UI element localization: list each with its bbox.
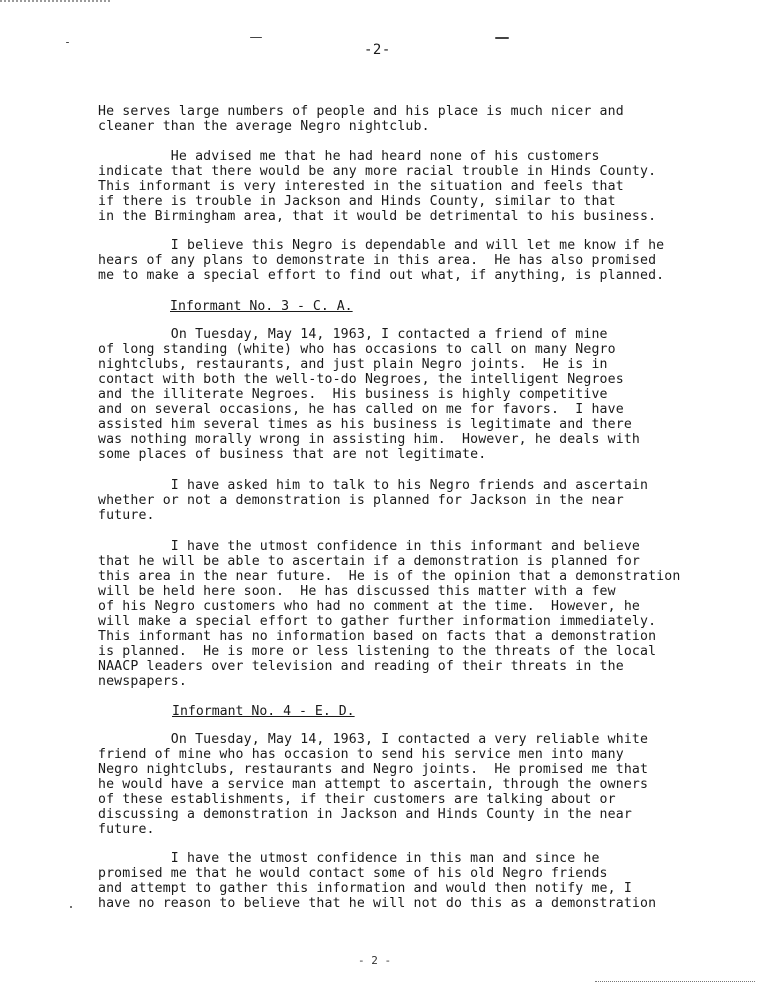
paragraph-customers-advice: He advised me that he had heard none of his customers indicate that there would be any more racial trouble in Hinds County. This informant is very interested in the situation and feels that if there is trouble in Jackson and Hinds County, similar to that in the Birmingham area, that it would be detrimental to his business. [98, 149, 657, 224]
paragraph-nightclub: He serves large numbers of people and his place is much nicer and cleaner than the average Negro nightclub. [98, 104, 624, 134]
paragraph-informant-4-contact: On Tuesday, May 14, 1963, I contacted a very reliable white friend of mine who has occasion to send his service men into many Negro nightclubs, restaurants and Negro joints. He promised me that he would have a service man attempt to ascertain, through the owners of these establishments, if their customers are talking about or discussing a demonstration in Jackson and Hinds County in the near future. [98, 732, 649, 837]
bottom-edge-mark [595, 981, 755, 982]
heading-informant-3: Informant No. 3 - C. A. [170, 299, 353, 314]
paragraph-informant-3-contact: On Tuesday, May 14, 1963, I contacted a friend of mine of long standing (white) who has occasions to call on many Negro nightclubs, restaurants, and just plain Negro joints. He is in contact with both the well-to-do Negroes, the intelligent Negroes and the illiterate Negroes. His business is highly competitive and on several occasions, he has called on me for favors. I have assisted him several times as his business is legitimate and there was nothing morally wrong in assisting him. However, he deals with some places of business that are not legitimate. [98, 327, 640, 462]
paragraph-dependable: I believe this Negro is dependable and will let me know if he hears of any plans to demonstrate in this area. He has also promised me to make a special effort to find out what, if anything, is planned. [98, 238, 665, 283]
top-edge-mark [0, 0, 110, 2]
paragraph-informant-3-request: I have asked him to talk to his Negro friends and ascertain whether or not a demonstration is planned for Jackson in the near future. [98, 478, 649, 523]
footer-page-number: - 2 - [358, 954, 392, 967]
heading-informant-4: Informant No. 4 - E. D. [172, 704, 355, 719]
paragraph-informant-3-confidence: I have the utmost confidence in this informant and believe that he will be able to ascertain if a demonstration is planned for this area in the near future. He is of the opinion that a demonstration will be held here soon. He has discussed this matter with a few of his Negro customers who had no comment at the time. However, he will make a special effort to gather further information immediately. This informant has no information based on facts that a demonstration is planned. He is more or less listening to the threats of the local NAACP leaders over television and reading of their threats in the newspapers. [98, 539, 681, 689]
paragraph-informant-4-confidence: I have the utmost confidence in this man and since he promised me that he would contact some of his old Negro friends and attempt to gather this information and would then notify me, I have no reason to believe that he will not do this as a demonstration [98, 851, 657, 911]
page-number: -2- [364, 42, 391, 58]
